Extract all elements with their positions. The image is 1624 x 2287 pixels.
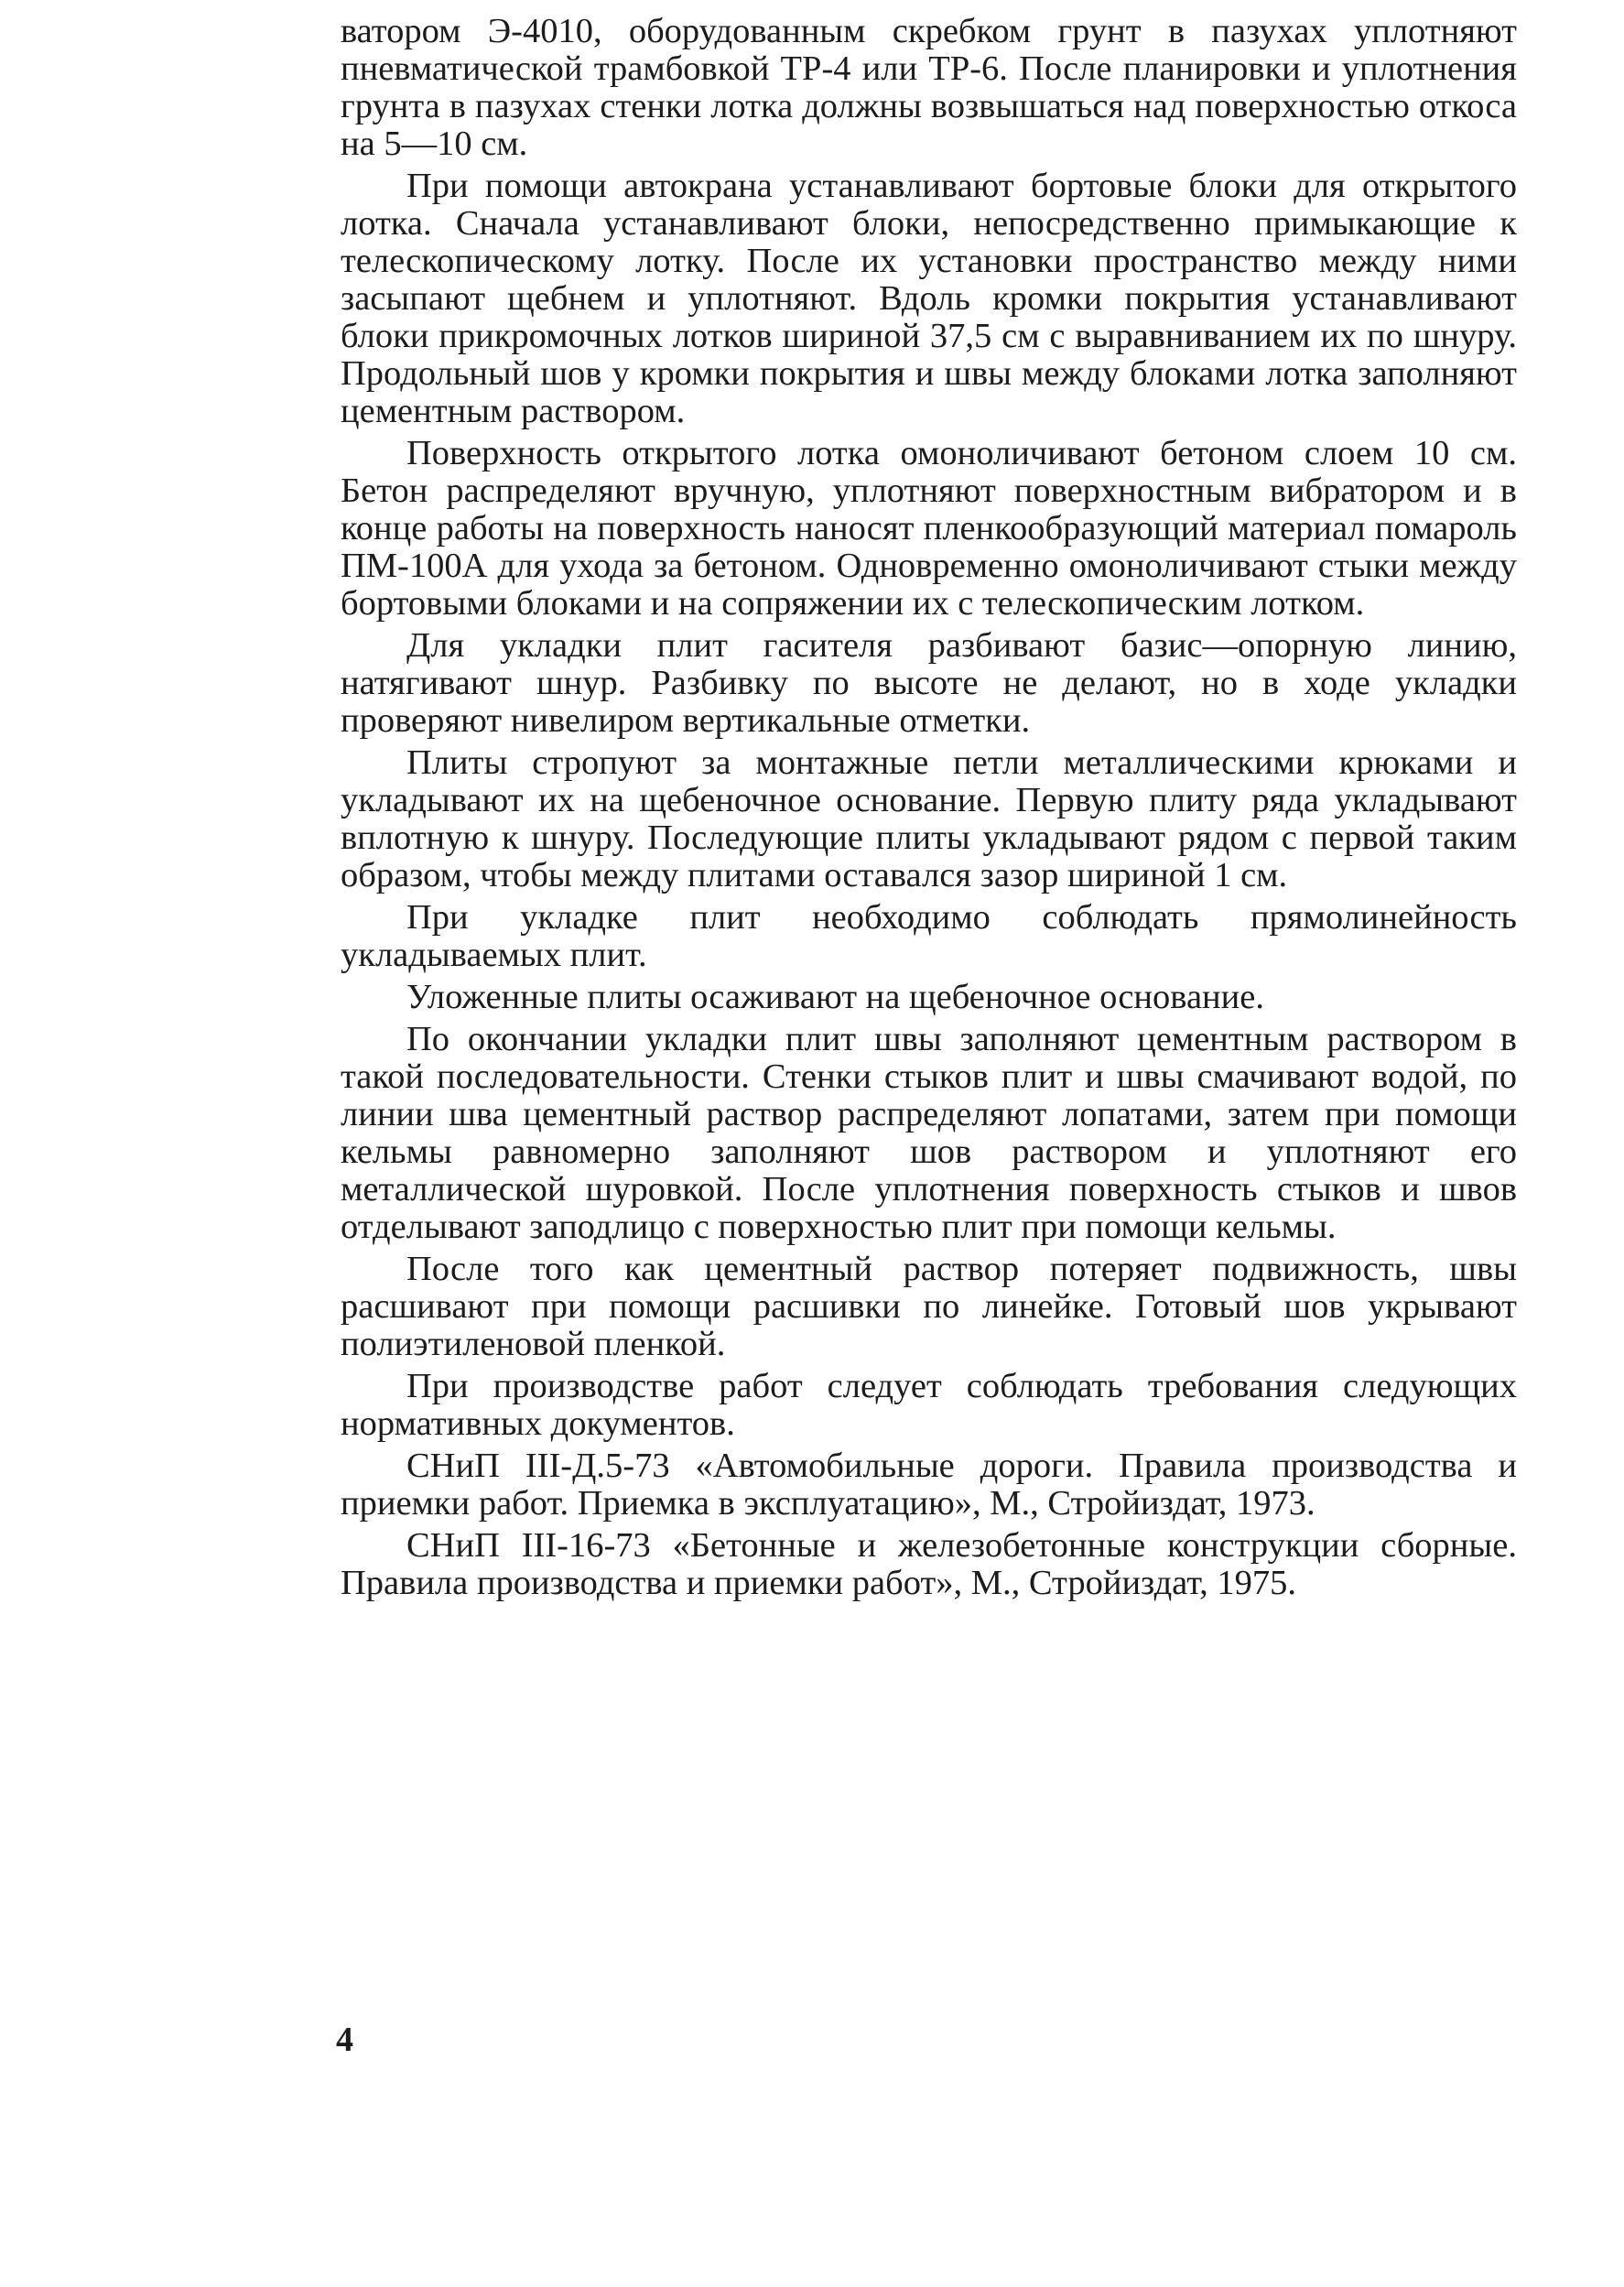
paragraph: При производстве работ следует соблюдать требования следующих нормативных документов.: [341, 1367, 1517, 1443]
reference-entry: СНиП III-16-73 «Бетонные и железобетонные конструкции сборные. Правила производства и приемки работ», М., Стройиздат, 1975.: [341, 1526, 1517, 1602]
paragraph: Уложенные плиты осаживают на щебеночное основание.: [406, 978, 1264, 1016]
page-number: 4: [336, 2021, 353, 2059]
paragraph: По окончании укладки плит швы заполняют цементным раствором в такой последовательности. Стенки стыков плит и швы смачивают водой, по линии шва цементный раствор распределяют лопатами, затем при помощи кельмы равномерно заполняют шов раствором и уплотняют его металлической шуровкой. После уплотнения поверхность стыков и швов отделывают заподлицо с поверхностью плит при помощи кельмы.: [341, 1020, 1517, 1246]
paragraph: ватором Э-4010, оборудованным скребком грунт в пазухах уплотняют пневматической трамбовкой ТР-4 или ТР-6. После планировки и уплотнения грунта в пазухах стенки лотка должны возвышаться над поверхностью откоса на 5—10 см.: [341, 12, 1517, 163]
paragraph: При укладке плит необходимо соблюдать прямолинейность укладываемых плит.: [341, 898, 1517, 974]
paragraph: При помощи автокрана устанавливают бортовые блоки для открытого лотка. Сначала устанавливают блоки, непосредственно примыкающие к телескопическому лотку. После их установки пространство между ними засыпают щебнем и уплотняют. Вдоль кромки покрытия устанавливают блоки прикромочных лотков шириной 37,5 см с выравниванием их по шнуру. Продольный шов у кромки покрытия и швы между блоками лотка заполняют цементным раствором.: [341, 167, 1517, 430]
paragraph: Для укладки плит гасителя разбивают базис—опорную линию, натягивают шнур. Разбивку по высоте не делают, но в ходе укладки проверяют нивелиром вертикальные отметки.: [341, 626, 1517, 740]
paragraph: Плиты стропуют за монтажные петли металлическими крюками и укладывают их на щебеночное основание. Первую плиту ряда укладывают вплотную к шнуру. Последующие плиты укладывают рядом с первой таким образом, чтобы между плитами оставался зазор шириной 1 см.: [341, 743, 1517, 894]
reference-entry: СНиП III-Д.5-73 «Автомобильные дороги. Правила производства и приемки работ. Приемка в эксплуатацию», М., Стройиздат, 1973.: [341, 1447, 1517, 1523]
paragraph: После того как цементный раствор потеряет подвижность, швы расшивают при помощи расшивки по линейке. Готовый шов укрывают полиэтиленовой пленкой.: [341, 1250, 1517, 1363]
page-body: [341, 13, 1517, 1607]
paragraph: Поверхность открытого лотка омоноличивают бетоном слоем 10 см. Бетон распределяют вручную, уплотняют поверхностным вибратором и в конце работы на поверхность наносят пленкообразующий материал помароль ПМ-100А для ухода за бетоном. Одновременно омоноличивают стыки между бортовыми блоками и на сопряжении их с телескопическим лотком.: [341, 434, 1517, 623]
